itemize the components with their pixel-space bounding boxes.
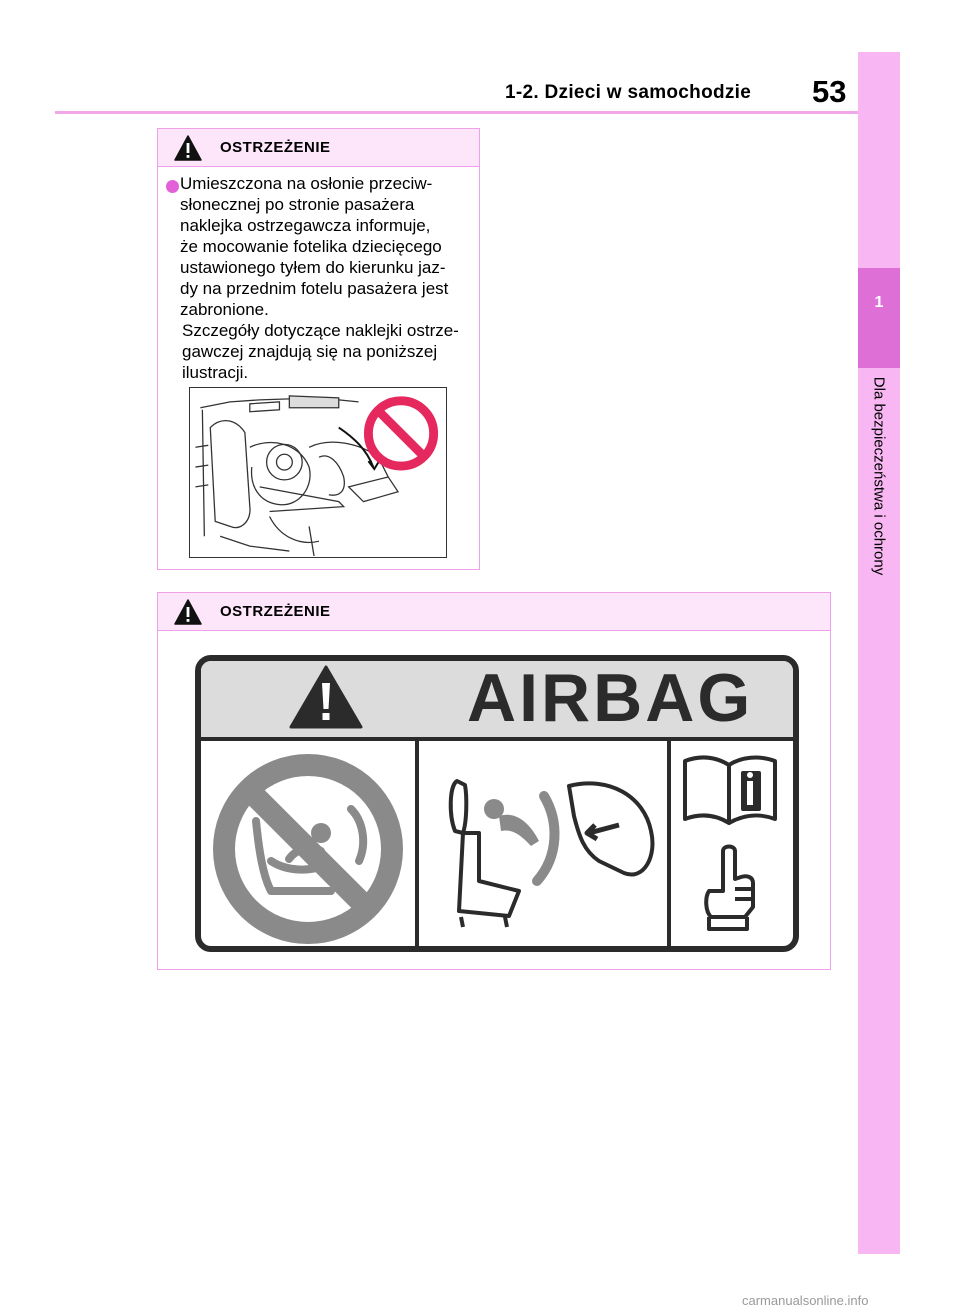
section-title: 1-2. Dzieci w samochodzie: [505, 82, 752, 103]
watermark: carmanualsonline.info: [742, 1293, 869, 1308]
page-number: 53: [812, 74, 847, 109]
airbag-warning-label: [195, 655, 799, 952]
header-rule: [55, 111, 858, 114]
warning-bullet-text: Umieszczona na osłonie przeciw- słonecznej po stronie pasażera naklejka ostrzegawcza informuje, że mocowanie fotelika dziecięcego ustawionego tyłem do kierunku jaz- dy na przednim fotelu pasażera jest zabronione.: [180, 174, 449, 319]
warning-triangle-icon: [289, 665, 363, 729]
warning-triangle-icon: [174, 599, 202, 625]
warning-header: [158, 593, 830, 631]
manual-book-icon: [671, 741, 793, 946]
chapter-tab-active[interactable]: [858, 268, 900, 368]
no-rear-facing-seat-icon: [201, 741, 415, 946]
warning-box-1: [157, 128, 480, 570]
pointing-hand-icon: [706, 847, 753, 930]
warning-title: OSTRZEŻENIE: [220, 603, 331, 620]
chapter-number: 1: [874, 294, 884, 311]
sun-visor-illustration: [189, 387, 447, 558]
warning-title: OSTRZEŻENIE: [220, 139, 331, 156]
bullet-icon: [166, 180, 179, 193]
warning-note-text: Szczegóły dotyczące naklejki ostrze- gawczej znajdują się na poniższej ilustracji.: [182, 321, 459, 382]
airbag-heading: AIRBAG: [467, 660, 754, 736]
label-header-band: [201, 661, 793, 741]
chapter-tab[interactable]: [858, 52, 900, 1254]
airbag-icon: [419, 741, 667, 946]
warning-box-2: [157, 592, 831, 970]
warning-header: [158, 129, 479, 167]
warning-triangle-icon: [174, 135, 202, 161]
chapter-title: Dla bezpieczeństwa i ochrony: [870, 376, 888, 576]
